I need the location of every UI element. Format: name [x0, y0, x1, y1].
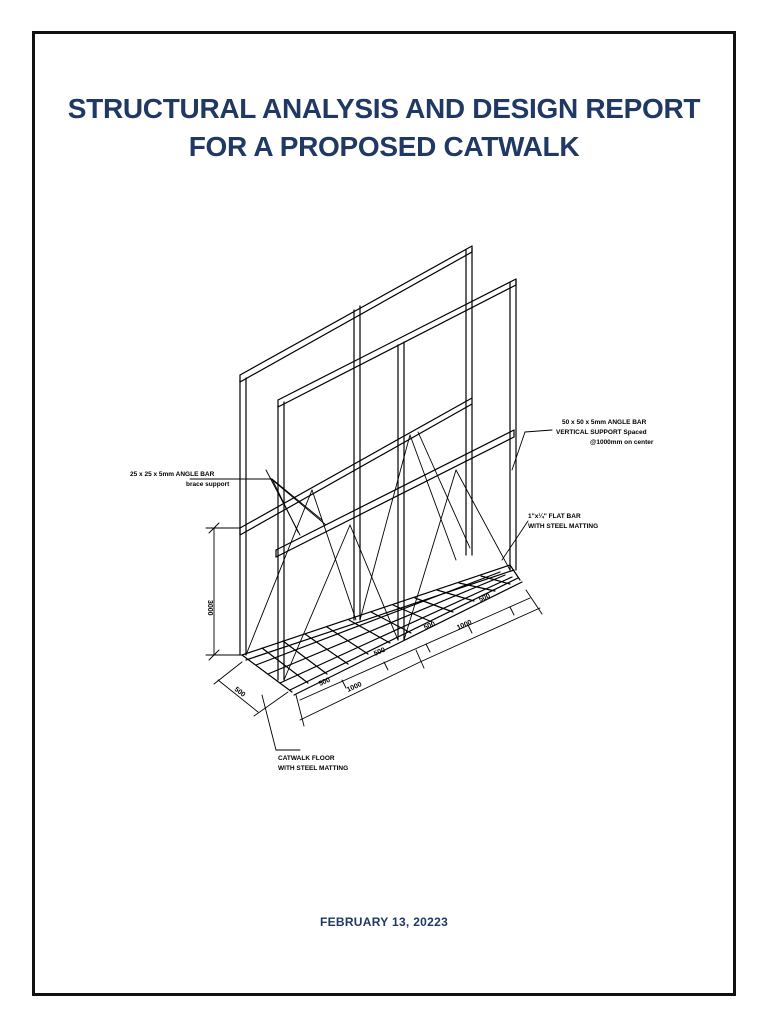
report-title-line2: FOR A PROPOSED CATWALK	[188, 131, 580, 162]
label-vertical-support-line3: @1000mm on center	[590, 439, 654, 446]
label-floor-line1: CATWALK FLOOR	[278, 755, 335, 762]
label-vertical-support-line2: VERTICAL SUPPORT Spaced	[556, 429, 647, 436]
dimension-seg-d: 500	[477, 592, 492, 604]
height-dimension	[206, 523, 242, 660]
leader-lines	[190, 430, 552, 750]
dimension-seg-b: 500	[372, 646, 387, 658]
second-rail	[278, 279, 516, 407]
report-date: FEBRUARY 13, 20223	[319, 915, 449, 929]
dimension-span-b: 1000	[455, 619, 474, 632]
report-title-line1: STRUCTURAL ANALYSIS AND DESIGN REPORT	[67, 93, 701, 124]
dimension-seg-c: 500	[422, 620, 437, 632]
middle-rail-back	[276, 430, 514, 557]
middle-rail-front	[240, 398, 472, 535]
label-angle-brace-line1: 25 x 25 x 5mm ANGLE BAR	[130, 471, 215, 478]
label-flat-bar-line2: WITH STEEL MATTING	[528, 523, 599, 530]
dimension-seg-a: 500	[317, 676, 332, 688]
label-flat-bar-line1: 1"x¼" FLAT BAR	[528, 513, 581, 520]
dimension-width: 500	[232, 686, 247, 699]
label-vertical-support-line1: 50 x 50 x 5mm ANGLE BAR	[562, 419, 647, 426]
dimension-span-a: 1000	[345, 681, 364, 694]
label-angle-brace-line2: brace support	[186, 481, 230, 488]
dimension-height: 3000	[206, 600, 213, 616]
top-rail	[240, 246, 472, 382]
label-floor-line2: WITH STEEL MATTING	[278, 765, 349, 772]
